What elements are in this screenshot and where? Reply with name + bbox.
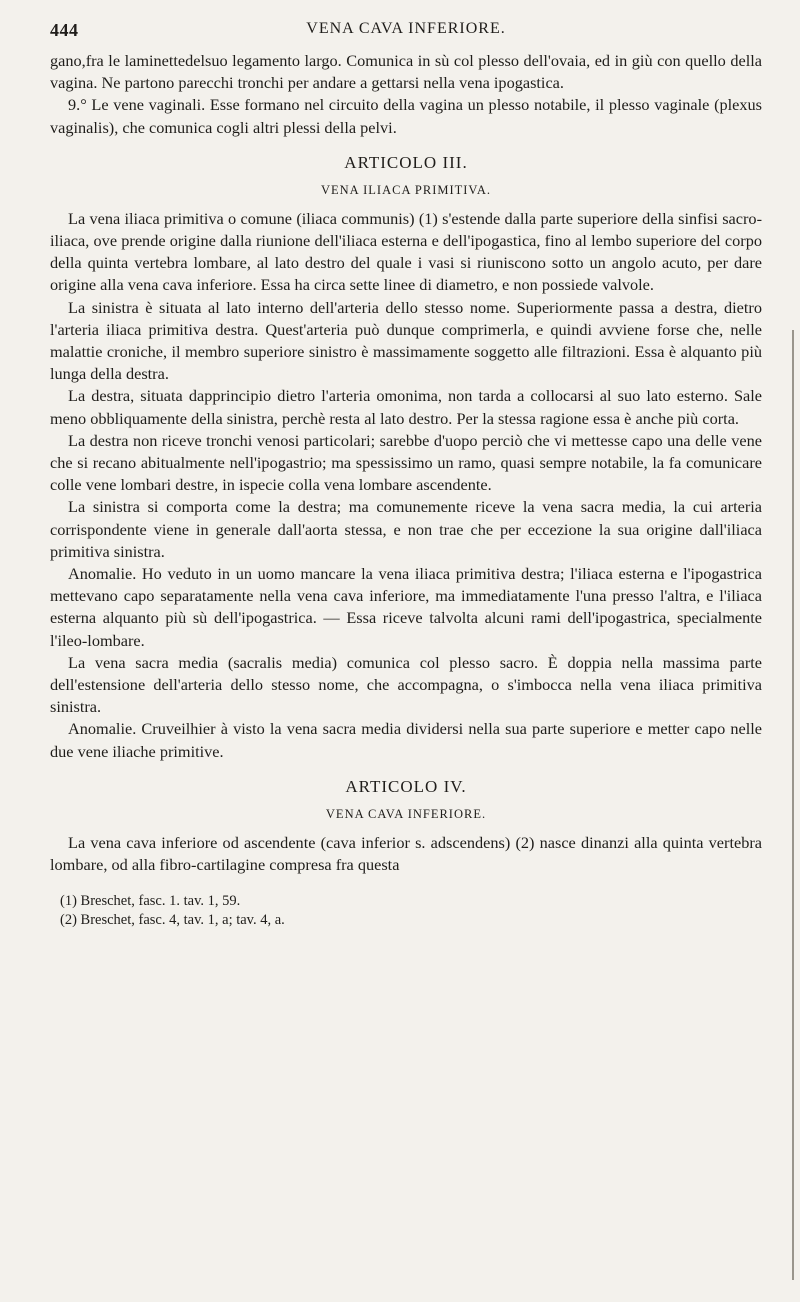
paragraph: gano,fra le laminettedelsuo legamento largo. Comunica in sù col plesso dell'ovaia, ed in giù con quello della vagina. Ne partono parecchi tronchi per andare a gettarsi nella vena ipogastica. [50,51,762,93]
paragraph: Anomalie. Ho veduto in un uomo mancare la vena iliaca primitiva destra; l'iliaca esterna e l'ipogastrica mettevano capo separatamente nella vena cava inferiore, ma immediatamente l'una presso l'altra, e l'iliaca esterna alquanto più sù dell'ipogastrica. — Essa riceve talvolta alcuni rami dell'ipogastrica, specialmente l'ileo-lombare. [50,564,762,650]
article-heading: ARTICOLO III. [344,152,468,172]
page-edge-rule [792,330,794,1280]
article-subheading: VENA CAVA INFERIORE. [325,806,487,821]
footnote: (1) Breschet, fasc. 1. tav. 1, 59. [60,893,241,910]
paragraph: La vena sacra media (sacralis media) comunica col plesso sacro. È doppia nella massima parte dell'estensione dell'arteria dello stesso nome, che accompagna, o s'imbocca nella vena iliaca primitiva sinistra. [50,652,762,717]
paragraph: La vena cava inferiore od ascendente (cava inferior s. adscendens) (2) nasce dinanzi alla quinta vertebra lombare, od alla fibro-cartilagine compresa fra questa [50,832,762,875]
paragraph: Anomalie. Cruveilhier à visto la vena sacra media dividersi nella sua parte superiore e metter capo nelle due vene iliache primitive. [50,719,762,761]
footnote: (2) Breschet, fasc. 4, tav. 1, a; tav. 4, a. [60,912,285,929]
paragraph: La destra non riceve tronchi venosi particolari; sarebbe d'uopo perciò che vi mettesse capo una delle vene che si recano abitualmente nell'ipogastrio; ma spessissimo un ramo, quasi sempre notabile, la fa comunicare colle vene lombari destre, in ispecie colla vena lombare ascendente. [50,430,762,495]
article-subheading: VENA ILIACA PRIMITIVA. [320,182,492,197]
article-heading: ARTICOLO IV. [345,776,467,796]
paragraph: 9.° Le vene vaginali. Esse formano nel circuito della vagina un plesso notabile, il plesso vaginale (plexus vaginalis), che comunica cogli altri plessi della pelvi. [50,95,762,137]
page-number: 444 [50,20,79,40]
running-head [50,20,762,50]
paragraph: La sinistra è situata al lato interno dell'arteria dello stesso nome. Superiormente passa a destra, dietro l'arteria iliaca primitiva destra. Quest'arteria può dunque comprimerla, e quindi avviene forse che, nelle malattie croniche, il membro superiore sinistro è massimamente soggetto alle filtrazioni. Essa è alquanto più lunga della destra. [50,297,762,384]
paragraph: La vena iliaca primitiva o comune (iliaca communis) (1) s'estende dalla parte superiore della sinfisi sacro-iliaca, ove prende origine dalla riunione dell'iliaca esterna e dell'ipogastica, fino al lembo superiore del corpo della quinta vertebra lombare, al lato destro del quale i vasi si riuniscono sotto un angolo acuto, per dare origine alla vena cava inferiore. Essa ha circa sette linee di diametro, e non possiede valvole. [50,208,762,295]
paragraph: La destra, situata dapprincipio dietro l'arteria omonima, non tarda a collocarsi al suo lato esterno. Sale meno obbliquamente della sinistra, perchè resta al lato destro. Per la stessa ragione essa è anche più corta. [50,386,762,428]
running-title: VENA CAVA INFERIORE. [306,20,506,37]
paragraph: La sinistra si comporta come la destra; ma comunemente riceve la vena sacra media, la cui arteria corrispondente viene in generale dall'aorta stessa, e non trae che per eccezione la sua origine dall'iliaca primitiva sinistra. [50,497,762,561]
footnotes [50,892,762,930]
